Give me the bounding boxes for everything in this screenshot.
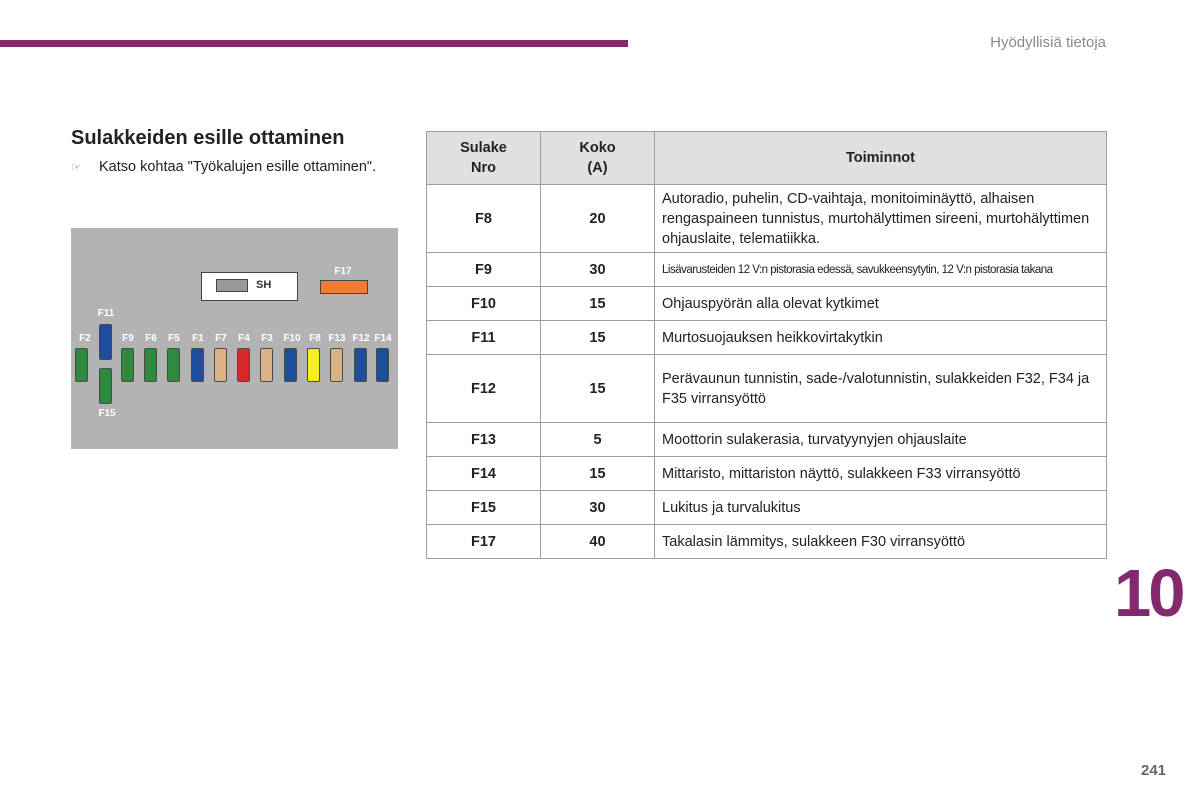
fuse-function: Mittaristo, mittariston näyttö, sulakkeen F33 virransyöttö [655, 457, 1107, 491]
fuse-label-f5: F5 [168, 333, 180, 344]
fuse-label-f13: F13 [328, 333, 346, 344]
fuse-size: 15 [541, 287, 655, 321]
fuse-number: F9 [427, 253, 541, 287]
fuse-label-f14: F14 [374, 333, 392, 344]
fuse-label-f11: F11 [97, 308, 115, 319]
fuse-size: 30 [541, 491, 655, 525]
fuse-f8 [307, 348, 320, 382]
fuse-size: 30 [541, 253, 655, 287]
fuse-label-f4: F4 [238, 333, 250, 344]
fuse-f13 [330, 348, 343, 382]
fuse-number: F12 [427, 355, 541, 423]
fuse-number: F17 [427, 525, 541, 559]
fuse-function: Lisävarusteiden 12 V:n pistorasia edessä, savukkeensytytin, 12 V:n pistorasia takana [655, 253, 1107, 287]
fuse-size: 20 [541, 185, 655, 253]
fuse-label-f2: F2 [79, 333, 91, 344]
fuse-function: Autoradio, puhelin, CD-vaihtaja, monitoiminäyttö, alhaisen rengaspaineen tunnistus, murtohälyttimen sireeni, murtohälyttimen ohjauslaite, telematiikka. [655, 185, 1107, 253]
table-row [427, 287, 1107, 321]
fuse-label-f3: F3 [261, 333, 273, 344]
fuse-function: Ohjauspyörän alla olevat kytkimet [655, 287, 1107, 321]
fuse-function: Moottorin sulakerasia, turvatyynyjen ohjauslaite [655, 423, 1107, 457]
fuse-size: 15 [541, 355, 655, 423]
fuse-number: F13 [427, 423, 541, 457]
fuse-f1 [191, 348, 204, 382]
fuse-f15 [99, 368, 112, 404]
fuse-size: 15 [541, 321, 655, 355]
header-fuse-size: Koko (A) [541, 132, 655, 185]
fuse-f9 [121, 348, 134, 382]
instruction-bullet [71, 159, 376, 175]
table-row [427, 525, 1107, 559]
fuse-label-f17: F17 [334, 266, 352, 277]
table-row [427, 185, 1107, 253]
table-header-row [427, 132, 1107, 185]
fuse-number: F14 [427, 457, 541, 491]
fuse-size: 40 [541, 525, 655, 559]
pointer-icon: ☞ [71, 162, 81, 174]
header-functions: Toiminnot [655, 132, 1107, 185]
fuse-number: F11 [427, 321, 541, 355]
fuse-f3 [260, 348, 273, 382]
fuse-function: Murtosuojauksen heikkovirtakytkin [655, 321, 1107, 355]
fuse-label-f7: F7 [215, 333, 227, 344]
table-row [427, 457, 1107, 491]
fuse-f12 [354, 348, 367, 382]
chapter-number: 10 [1114, 556, 1183, 631]
table-row [427, 491, 1107, 525]
fuse-f5 [167, 348, 180, 382]
fuse-f6 [144, 348, 157, 382]
shunt-slot [201, 272, 298, 301]
fuse-label-f6: F6 [145, 333, 157, 344]
table-row [427, 355, 1107, 423]
fuse-function: Takalasin lämmitys, sulakkeen F30 virransyöttö [655, 525, 1107, 559]
fuse-f10 [284, 348, 297, 382]
fuse-f14 [376, 348, 389, 382]
instruction-text: Katso kohtaa "Työkalujen esille ottaminen". [99, 159, 377, 175]
fuse-label-f15: F15 [98, 408, 116, 419]
fuse-f17 [320, 280, 368, 294]
header-accent-bar [0, 40, 628, 47]
page-number: 241 [1141, 762, 1167, 779]
fuse-label-f12: F12 [352, 333, 370, 344]
fuse-label-f9: F9 [122, 333, 134, 344]
fuse-size: 15 [541, 457, 655, 491]
fuse-number: F10 [427, 287, 541, 321]
section-title: Sulakkeiden esille ottaminen [71, 127, 345, 149]
section-header-label: Hyödyllisiä tietoja [990, 34, 1106, 51]
fuse-f4 [237, 348, 250, 382]
fuse-function: Perävaunun tunnistin, sade-/valotunnistin, sulakkeiden F32, F34 ja F35 virransyöttö [655, 355, 1107, 423]
table-row [427, 321, 1107, 355]
fuse-size: 5 [541, 423, 655, 457]
shunt-label: SH [256, 279, 272, 291]
fuse-label-f1: F1 [192, 333, 204, 344]
header-fuse-number: Sulake Nro [427, 132, 541, 185]
table-row [427, 253, 1107, 287]
fuse-table [426, 131, 1107, 559]
fuse-f7 [214, 348, 227, 382]
table-row [427, 423, 1107, 457]
fuse-label-f8: F8 [309, 333, 321, 344]
shunt-connector [216, 279, 248, 292]
fuse-label-f10: F10 [283, 333, 301, 344]
fuse-f11 [99, 324, 112, 360]
fuse-function: Lukitus ja turvalukitus [655, 491, 1107, 525]
fuse-f2 [75, 348, 88, 382]
fuse-number: F8 [427, 185, 541, 253]
fuse-number: F15 [427, 491, 541, 525]
fuse-box-diagram [71, 228, 398, 449]
